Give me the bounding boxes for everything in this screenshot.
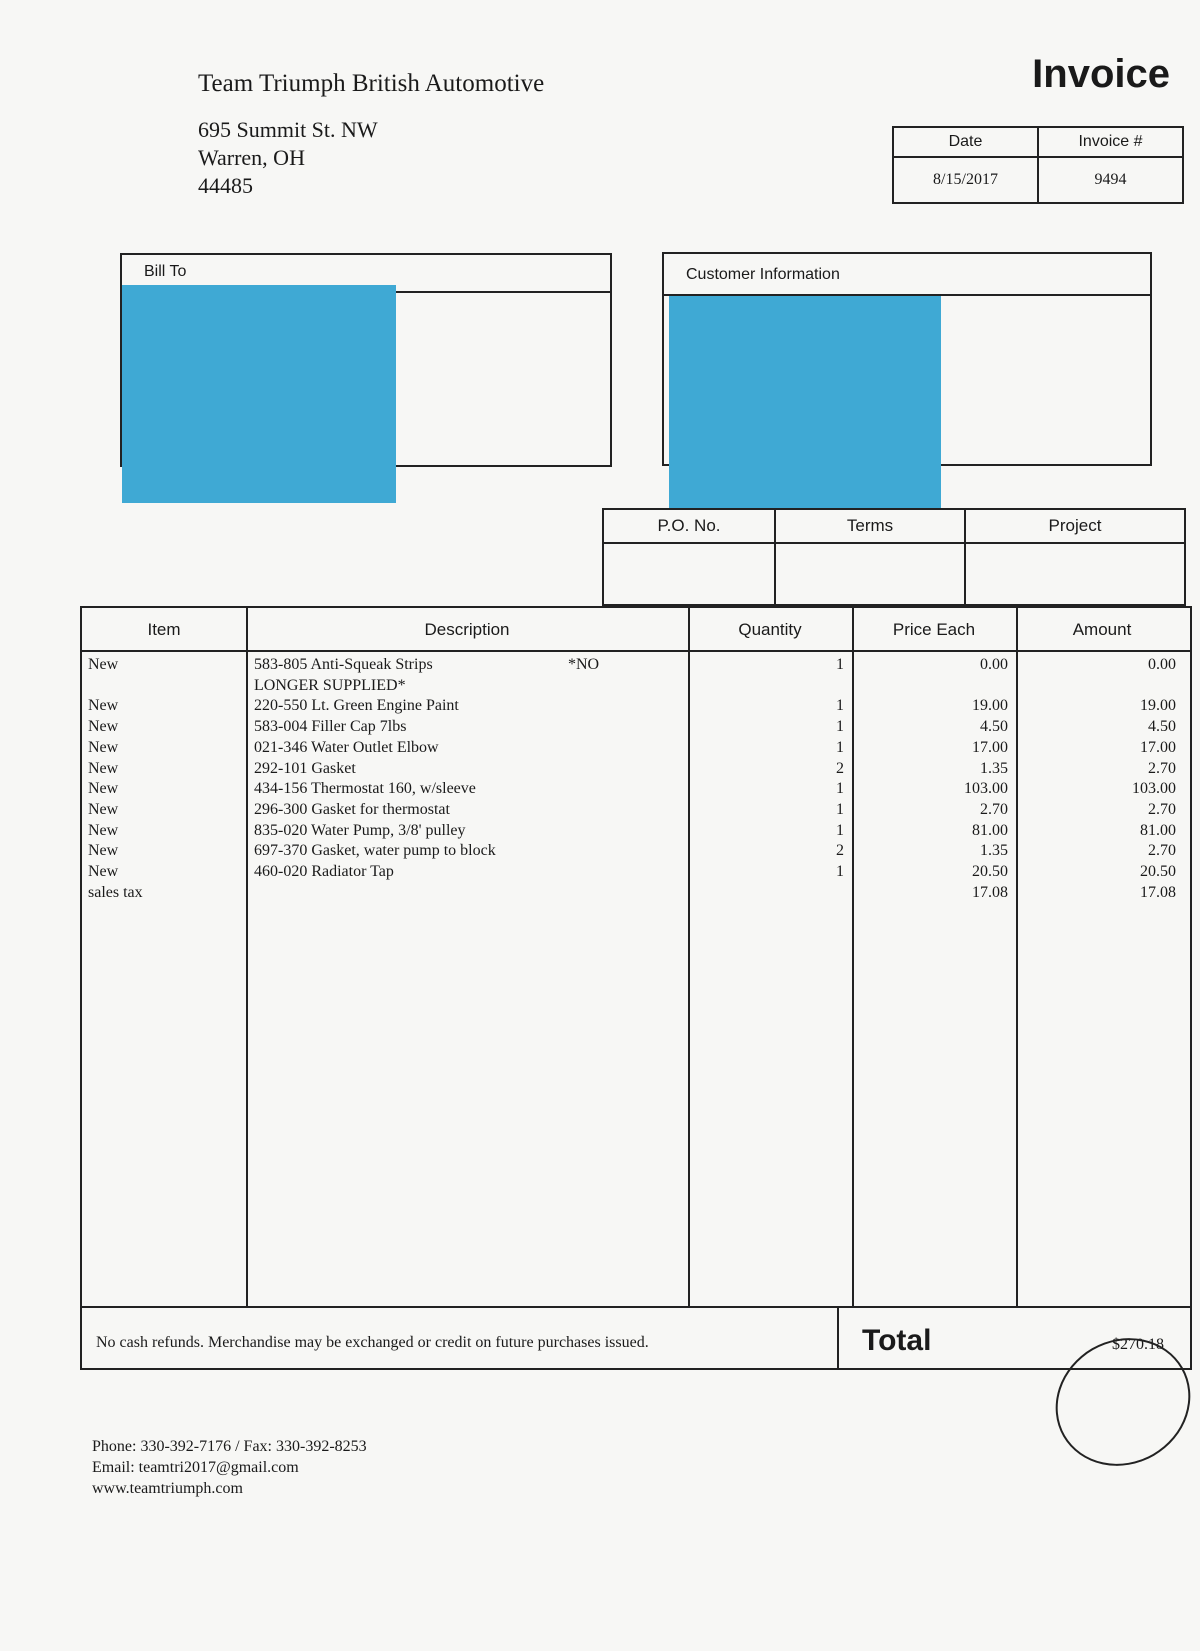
row-amount: 17.08: [1140, 883, 1176, 901]
table-row: [82, 884, 1190, 904]
table-row: [82, 656, 1190, 676]
row-price-each: 19.00: [972, 697, 1008, 715]
row-price-each: 81.00: [972, 821, 1008, 839]
row-price-each: 103.00: [964, 780, 1008, 798]
table-row: [82, 739, 1190, 759]
row-price-each: 4.50: [980, 718, 1008, 736]
row-quantity: 1: [836, 821, 844, 839]
bill-to-label: Bill To: [122, 255, 610, 293]
row-description: 292-101 Gasket: [254, 759, 356, 777]
table-row: [82, 822, 1190, 842]
row-amount: 0.00: [1148, 656, 1176, 673]
row-quantity: 1: [836, 780, 844, 798]
table-row: [82, 842, 1190, 862]
row-quantity: 1: [836, 718, 844, 736]
customer-info-label: Customer Information: [664, 254, 1150, 296]
project-value: [965, 543, 1185, 605]
bill-to-redaction: [122, 285, 396, 503]
terms-label: Terms: [775, 509, 965, 543]
contact-info: [92, 1436, 367, 1499]
row-quantity: 2: [836, 759, 844, 777]
row-amount: 81.00: [1140, 821, 1176, 839]
row-amount: 17.00: [1140, 738, 1176, 756]
row-item: sales tax: [88, 883, 143, 901]
customer-info-redaction: [669, 296, 941, 510]
table-row: [82, 677, 1190, 697]
table-row: [82, 863, 1190, 883]
row-amount: 2.70: [1148, 842, 1176, 860]
row-price-each: 0.00: [980, 656, 1008, 673]
contact-email: Email: teamtri2017@gmail.com: [92, 1459, 299, 1476]
row-price-each: 20.50: [972, 863, 1008, 880]
po-number-label: P.O. No.: [603, 509, 775, 543]
row-amount: 4.50: [1148, 718, 1176, 736]
header-quantity: Quantity: [738, 620, 802, 639]
row-quantity: 1: [836, 738, 844, 756]
row-amount: 2.70: [1148, 759, 1176, 777]
row-description: 583-004 Filler Cap 7lbs: [254, 718, 407, 736]
header-amount: Amount: [1072, 620, 1132, 639]
row-description: 835-020 Water Pump, 3/8' pulley: [254, 821, 466, 839]
row-amount: 103.00: [1132, 780, 1176, 798]
row-item: New: [88, 738, 119, 756]
row-price-each: 1.35: [980, 759, 1008, 777]
po-number-value: [603, 543, 775, 605]
total-value: $270.18: [1112, 1336, 1164, 1353]
header-price-each: Price Each: [892, 620, 976, 639]
project-label: Project: [965, 509, 1185, 543]
footer-divider: [82, 1306, 1190, 1308]
date-invoice-box: [892, 126, 1184, 204]
row-description: 583-805 Anti-Squeak Strips: [254, 656, 433, 673]
address-line-2: Warren, OH: [198, 145, 305, 170]
total-divider: [837, 1306, 839, 1368]
table-row: [82, 760, 1190, 780]
row-quantity: 2: [836, 842, 844, 860]
address-line-1: 695 Summit St. NW: [198, 117, 378, 142]
row-description: 434-156 Thermostat 160, w/sleeve: [254, 780, 476, 798]
total-label: Total: [862, 1324, 932, 1357]
row-item: New: [88, 759, 119, 777]
terms-value: [775, 543, 965, 605]
row-description: 460-020 Radiator Tap: [254, 863, 394, 880]
row-amount: 2.70: [1148, 800, 1176, 818]
row-item: New: [88, 718, 119, 736]
row-price-each: 17.08: [972, 883, 1008, 901]
po-terms-project-table: [602, 508, 1186, 606]
contact-website: www.teamtriumph.com: [92, 1480, 243, 1497]
date-value: 8/15/2017: [893, 157, 1038, 203]
table-row: [82, 718, 1190, 738]
row-quantity: 1: [836, 656, 844, 673]
row-amount: 20.50: [1140, 863, 1176, 880]
invoice-number-label: Invoice #: [1038, 127, 1183, 157]
row-price-each: 17.00: [972, 738, 1008, 756]
row-description: 220-550 Lt. Green Engine Paint: [254, 697, 459, 715]
table-row: [82, 697, 1190, 717]
header-item: Item: [147, 620, 181, 639]
row-quantity: 1: [836, 697, 844, 715]
row-description: 021-346 Water Outlet Elbow: [254, 738, 439, 756]
company-name: Team Triumph British Automotive: [198, 70, 545, 97]
row-description: 697-370 Gasket, water pump to block: [254, 842, 496, 860]
line-items-table: [80, 606, 1192, 1370]
row-description: 296-300 Gasket for thermostat: [254, 800, 450, 818]
date-label: Date: [893, 127, 1038, 157]
row-quantity: 1: [836, 800, 844, 818]
row-quantity: 1: [836, 863, 844, 880]
row-price-each: 2.70: [980, 800, 1008, 818]
row-item: New: [88, 656, 119, 673]
row-amount: 19.00: [1140, 697, 1176, 715]
row-item: New: [88, 780, 119, 798]
row-item: New: [88, 821, 119, 839]
document-title: Invoice: [1032, 52, 1170, 96]
header-description: Description: [424, 620, 510, 639]
row-item: New: [88, 863, 119, 880]
row-description: LONGER SUPPLIED*: [254, 676, 406, 694]
refund-policy: No cash refunds. Merchandise may be exchanged or credit on future purchases issued.: [96, 1334, 649, 1351]
company-address: [198, 116, 378, 200]
address-line-3: 44485: [198, 173, 253, 198]
table-row: [82, 780, 1190, 800]
row-item: New: [88, 800, 119, 818]
row-price-each: 1.35: [980, 842, 1008, 860]
row-item: New: [88, 697, 119, 715]
row-note: *NO: [568, 656, 600, 673]
row-item: New: [88, 842, 119, 860]
invoice-number-value: 9494: [1038, 157, 1183, 203]
contact-phone: Phone: 330-392-7176 / Fax: 330-392-8253: [92, 1438, 367, 1455]
table-row: [82, 801, 1190, 821]
